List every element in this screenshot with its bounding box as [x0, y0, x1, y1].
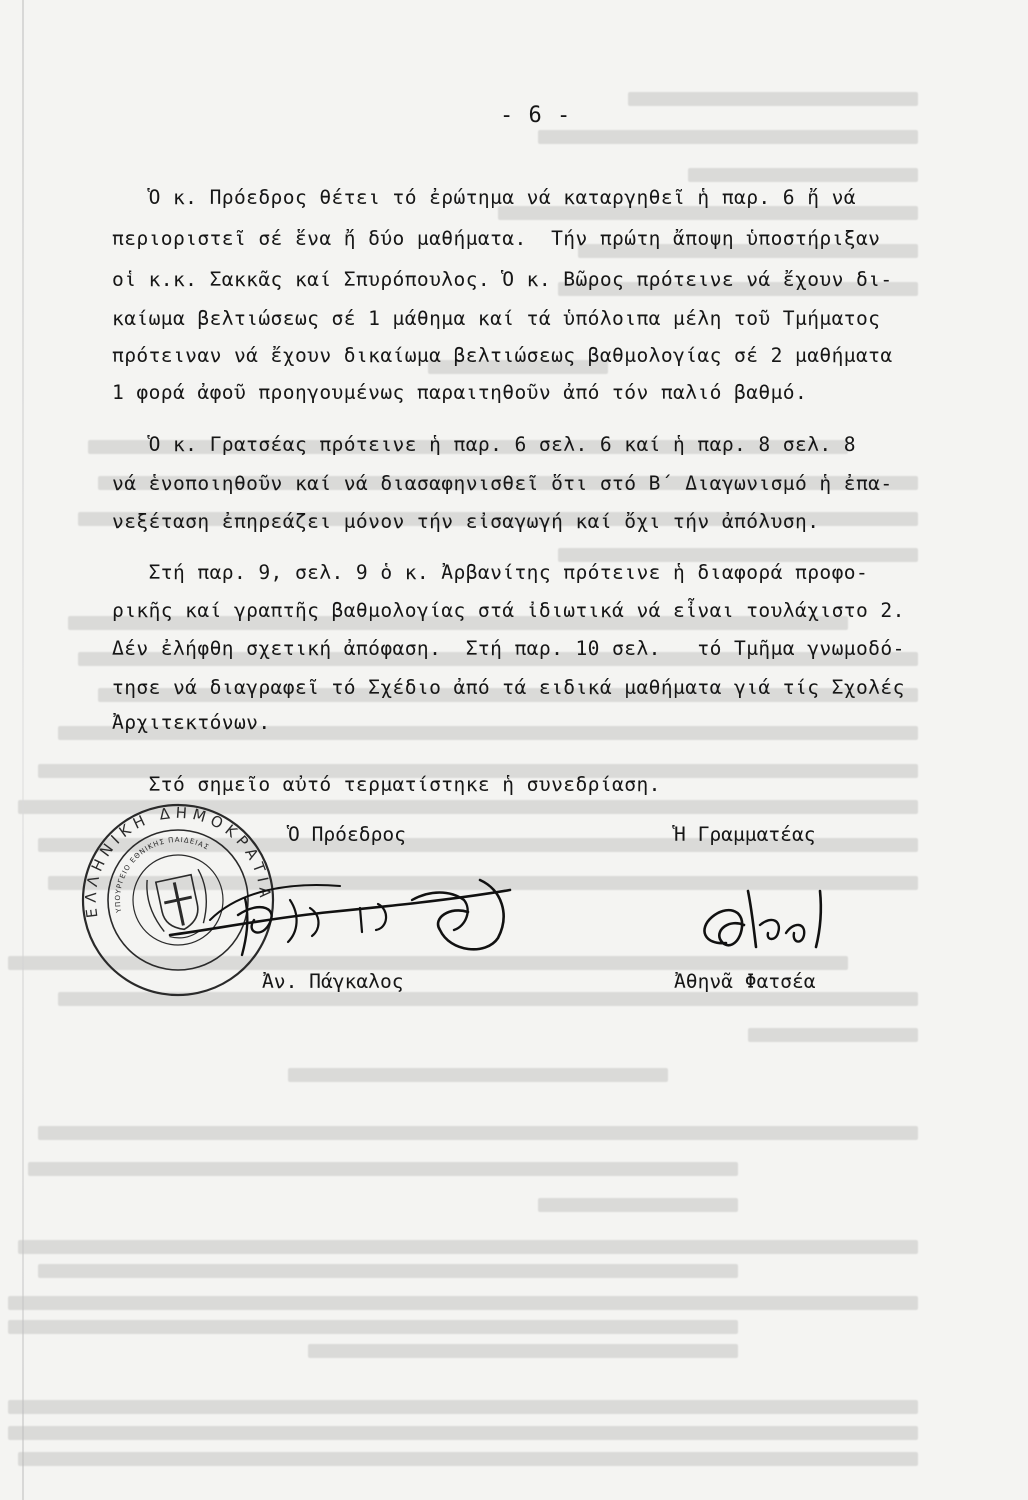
seal-outer-text: ΕΛΛΗΝΙΚΗ ΔΗΜΟΚΡΑΤΙΑ [81, 803, 275, 919]
text-line: οἱ κ.κ. Σακκᾶς καί Σπυρόπουλος. Ὁ κ. Βῶρος πρότεινε νά ἔχουν δι- [112, 268, 893, 291]
secretary-title: Ἡ Γραμματέας [674, 823, 816, 846]
president-title: Ὁ Πρόεδρος [288, 823, 406, 846]
secretary-name: Ἀθηνᾶ Φατσέα [674, 970, 816, 993]
text-line: νεξέταση ἐπηρεάζει μόνον τήν εἰσαγωγή καί ὄχι τήν ἀπόλυση. [112, 510, 820, 533]
text-line: πρότειναν νά ἔχουν δικαίωμα βελτιώσεως βαθμολογίας σέ 2 μαθήματα [112, 344, 893, 367]
page-fold-line [22, 0, 24, 1500]
page-number: - 6 - [500, 103, 572, 128]
president-name: Ἀν. Πάγκαλος [262, 970, 404, 993]
seal-inner-text: ΥΠΟΥΡΓΕΙΟ ΕΘΝΙΚΗΣ ΠΑΙΔΕΙΑΣ [113, 835, 211, 914]
text-line: Ὁ κ. Γρατσέας πρότεινε ἡ παρ. 6 σελ. 6 καί ἡ παρ. 8 σελ. 8 [112, 433, 856, 456]
text-line: Στό σημεῖο αὐτό τερματίστηκε ἡ συνεδρίαση. [112, 773, 661, 796]
text-line: 1 φορά ἀφοῦ προηγουμένως παραιτηθοῦν ἀπό τόν παλιό βαθμό. [112, 381, 808, 404]
text-line: νά ἑνοποιηθοῦν καί νά διασαφηνισθεῖ ὅτι στό Β΄ Διαγωνισμό ἡ ἐπα- [112, 472, 893, 495]
text-line: Δέν ἐλήφθη σχετική ἀπόφαση. Στή παρ. 10 σελ. τό Τμῆμα γνωμοδό- [112, 637, 905, 660]
president-signature [150, 860, 530, 970]
secretary-signature [690, 885, 840, 965]
text-line: Ὁ κ. Πρόεδρος θέτει τό ἐρώτημα νά καταργηθεῖ ἡ παρ. 6 ἤ νά [112, 186, 856, 209]
text-line: περιοριστεῖ σέ ἕνα ἤ δύο μαθήματα. Τήν πρώτη ἄποψη ὑποστήριξαν [112, 227, 881, 250]
text-line: τησε νά διαγραφεῖ τό Σχέδιο ἀπό τά ειδικά μαθήματα γιά τίς Σχολές [112, 676, 905, 699]
text-line: ρικῆς καί γραπτῆς βαθμολογίας στά ἰδιωτικά νά εἶναι τουλάχιστο 2. [112, 599, 905, 622]
text-line: καίωμα βελτιώσεως σέ 1 μάθημα καί τά ὑπόλοιπα μέλη τοῦ Τμήματος [112, 307, 881, 330]
text-line: Ἀρχιτεκτόνων. [112, 711, 271, 734]
text-line: Στή παρ. 9, σελ. 9 ὁ κ. Ἀρβανίτης πρότεινε ἡ διαφορά προφο- [112, 561, 869, 584]
